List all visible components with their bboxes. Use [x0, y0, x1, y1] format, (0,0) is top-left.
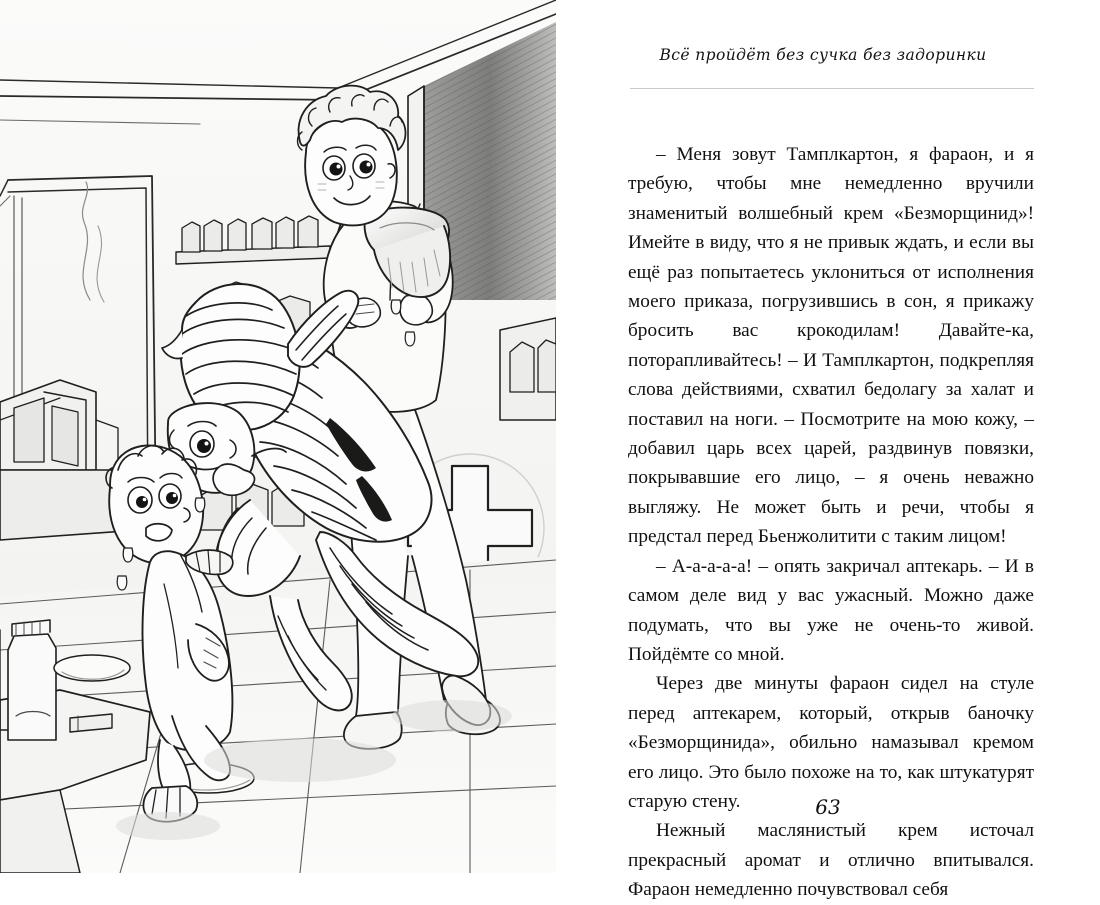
paragraph: – А-а-а-а-а! – опять закричал аптекарь. – И в самом деле вид у вас ужасный. Можно даже подумать, что вы уже не очень-то живой. Пойдёмте со мной.: [628, 555, 1034, 665]
paragraph: Через две минуты фараон сидел на стуле перед аптекарем, который, открыв баночку «Безморщинида», обильно намазывал кремом его лицо. Это было похоже на то, как штукатурят старую стену.: [628, 673, 1034, 812]
pharmacy-scene-illustration: [0, 0, 556, 873]
header-divider-rule: [630, 88, 1034, 89]
text-page: [556, 0, 1100, 901]
illustration-page: [0, 0, 556, 873]
paragraph: Нежный маслянистый крем источал прекрасный аромат и отлично впитывался. Фараон немедленно почувствовал себя: [628, 820, 1034, 901]
body-text-column: [628, 140, 1034, 905]
page-number: 63: [815, 795, 841, 819]
running-head-title: Всё пройдёт без сучка без задоринки: [659, 46, 987, 64]
paragraph: – Меня зовут Тамплкартон, я фараон, и я требую, чтобы мне немедленно вручили знаменитый волшебный крем «Безморщинид»! Имейте в виду, что я не привык ждать, и если вы ещё раз попытаетесь уклониться от исполнения моего приказа, погрузившись в сон, я прикажу бросить вас крокодилам! Давайте-ка, поторапливайтесь! – И Тамплкартон, подкрепляя слова действиями, схватил бедолагу за халат и поставил на ноги. – Посмотрите на мою кожу, – добавил царь всех царей, раздвинув повязки, покрывавшие его лицо, – я очень неважно выгляжу. Не может быть и речи, чтобы я предстал перед Бьенжолитити с таким лицом!: [628, 144, 1034, 548]
